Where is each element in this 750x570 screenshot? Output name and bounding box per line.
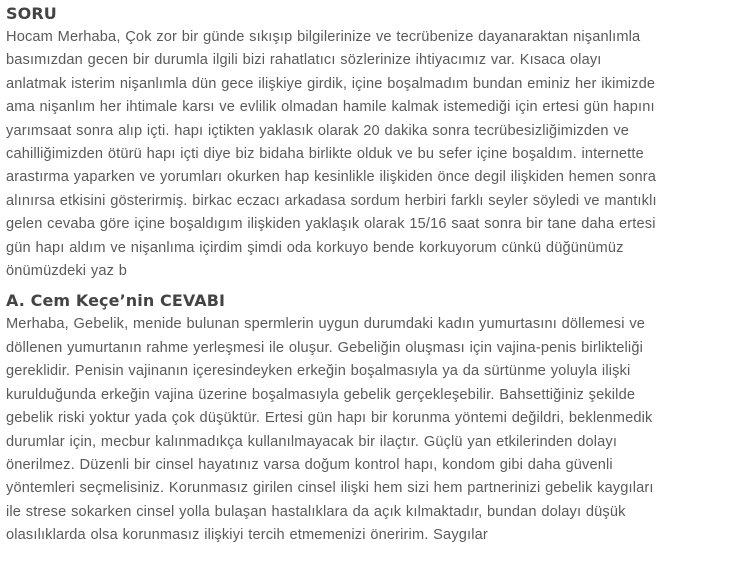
answer-section — [6, 289, 744, 547]
question-line: gelen cevaba göre içine boşaldıgım ilişkiden yaklaşık olarak 15/16 saat sonra bir tane daha ertesi — [6, 216, 656, 233]
answer-line: yöntemleri seçmelisiniz. Korunmasız girilen cinsel ilişki hem sizi hem partnerinizi gebelik kaygıları — [6, 480, 654, 497]
question-line: önümüzdeki yaz b — [6, 263, 128, 280]
answer-line: gebelik riski yoktur yada çok düşüktür. Ertesi gün hapı bir korunma yöntemi değildri, beklenmedik — [6, 410, 653, 427]
question-line: anlatmak isterim nişanlımla dün gece ilişkiye girdik, içine boşalmadım bundan eminiz her ikimizde — [6, 75, 656, 92]
answer-line: gereklidir. Penisin vajinanın içeresindeyken erkeğin boşalmasıyla ya da sürtünme yoluyla ilişki — [6, 363, 631, 380]
question-line: Hocam Merhaba, Çok zor bir günde sıkışıp bilgilerinize ve tecrübenize dayanaraktan nişanlımla — [6, 29, 641, 45]
question-line: ama nişanlım her ihtimale karsı ve evlilik olmadan hamile kalmak istemediği için ertesi gün hapını — [6, 99, 655, 116]
answer-line: Merhaba, Gebelik, menide bulunan spermlerin uygun durumdaki kadın yumurtasını döllemesi ve — [6, 316, 646, 333]
question-line: alınırsa etkisini gösterirmiş. birkac eczacı arkadasa sordum herbiri farklı seyler söyledi ve mantıklı — [6, 192, 657, 209]
question-heading: SORU — [6, 4, 57, 23]
answer-text — [6, 313, 744, 547]
answer-line: kurulduğunda erkeğin vajina üzerine boşalmasıyla gebelik gerçekleşebilir. Bahsettiğiniz şekilde — [6, 386, 636, 403]
answer-line: ile strese sokarken cinsel yolla bulaşan hastalıklara da açık kılmaktadır, bundan dolayı düşük — [6, 503, 626, 520]
question-line: cahilliğimizden ötürü hapı içti diye biz bidaha birlikte olduk ve bu sefer içine boşaldım. internette — [6, 146, 644, 163]
question-line: arastırma yaparken ve yorumları okurken hap kesinlikle ilişkiden önce degil ilişkiden hemen sonra — [6, 169, 657, 186]
question-line: basımızdan gecen bir durumla ilgili bizi rahatlatıcı sözlerinize ihtiyacımız var. Kısaca olayı — [6, 52, 602, 69]
answer-heading: A. Cem Keçe’nin CEVABI — [6, 291, 226, 311]
answer-line: olasılıklarda olsa korunmasız ilişkiyi tercih etmemenizi öneririm. Saygılar — [6, 527, 488, 544]
answer-line: durumlar için, mecbur kalınmadıkça kullanılmayacak bir ilaçtır. Güçlü yan etkilerinden dolayı — [6, 433, 618, 450]
question-text — [6, 26, 744, 283]
question-line: gün hapı aldım ve nişanlıma içirdim şimdi oda korkuyo bende korkuyorum cünkü düğünümüz — [6, 239, 624, 256]
question-section — [6, 2, 744, 283]
answer-line: önerilmez. Düzenli bir cinsel hayatınız varsa doğum kontrol hapı, kondom gibi daha güvenli — [6, 456, 613, 473]
question-line: yarımsaat sonra alıp içti. hapı içtikten yaklasık olarak 20 dakika sonra tecrübesizliğimizden ve — [6, 122, 630, 139]
answer-line: döllenen yumurtanın rahme yerleşmesi ile oluşur. Gebeliğin oluşması için vajina-penis birlikteliği — [6, 339, 643, 356]
